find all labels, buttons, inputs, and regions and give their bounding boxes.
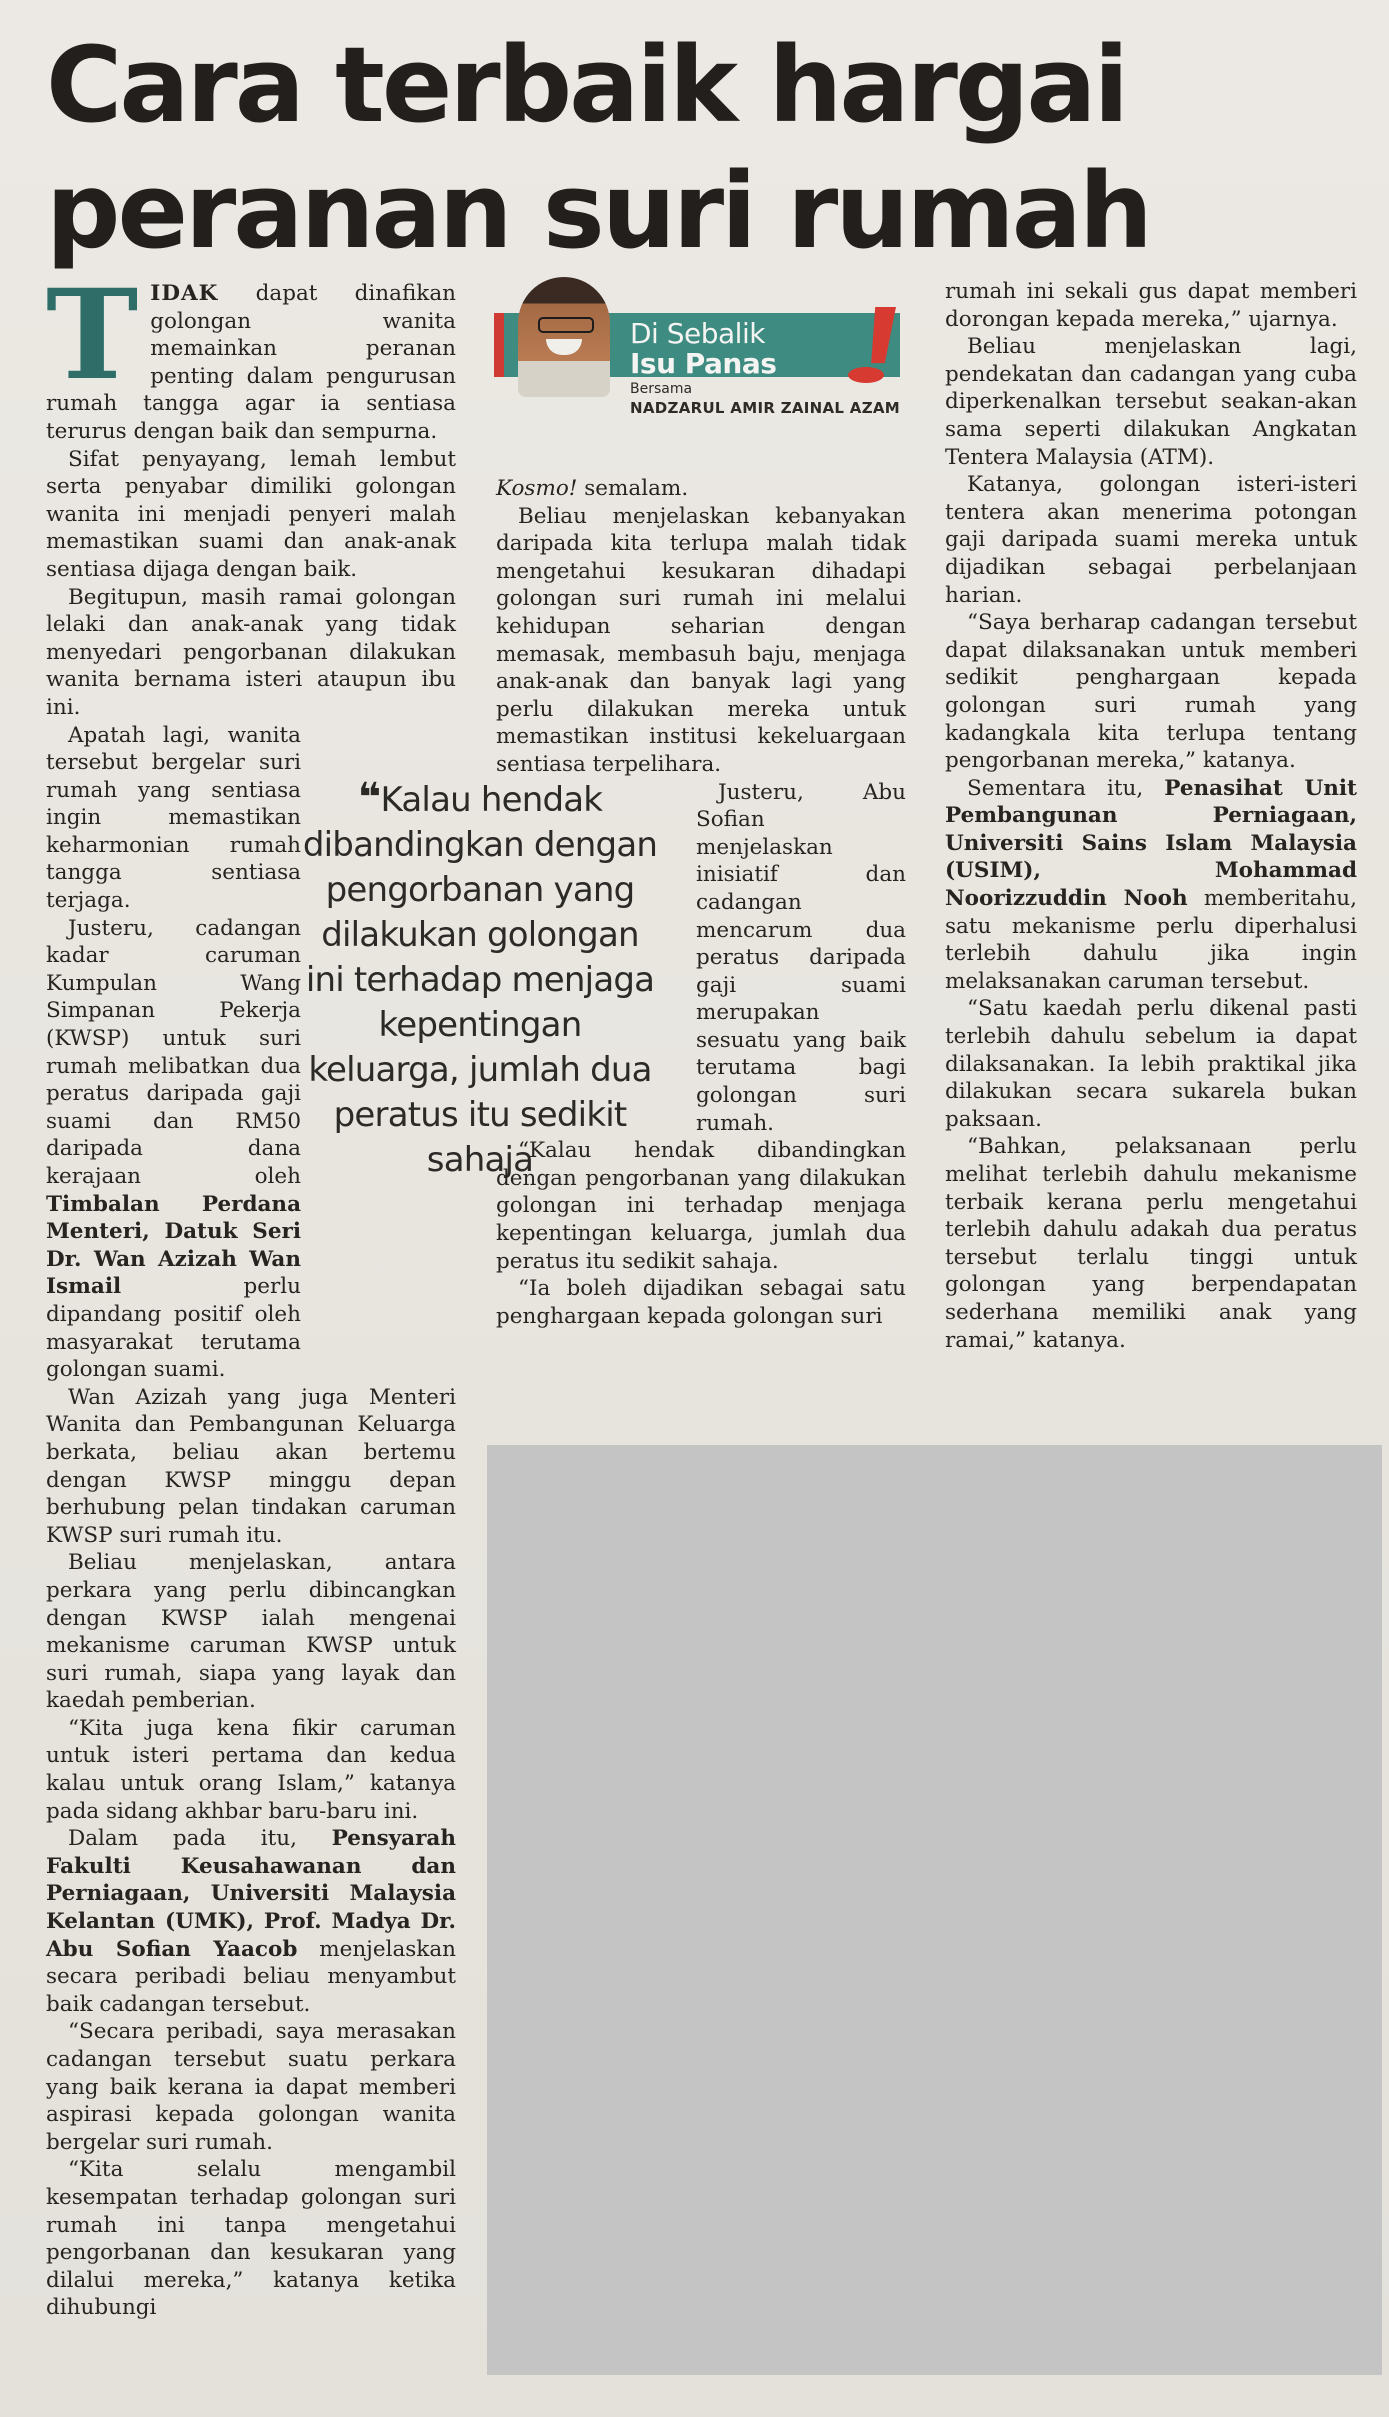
narrow-text-block <box>46 722 301 1384</box>
narrow-text-block <box>696 779 906 1138</box>
quote-mark-icon: ❝ <box>357 775 381 821</box>
paragraph: “Kalau hendak dibandingkan dengan pengorbanan yang dilakukan golongan ini terhadap menjaga kepentingan keluarga, jumlah dua peratus itu sedikit sahaja. <box>496 1138 906 1274</box>
paragraph <box>46 915 301 1384</box>
paragraph: rumah ini sekali gus dapat memberi dorongan kepada mereka,” ujarnya. <box>945 279 1357 332</box>
paragraph-lead <box>46 263 456 446</box>
paragraph: “Saya berharap cadangan tersebut dapat dilaksanakan untuk memberi sedikit penghargaan kepada golongan suri rumah yang kadangkala kita terlupa tentang pengorbanan mereka,” katanya. <box>945 610 1357 774</box>
paragraph: Beliau menjelaskan, antara perkara yang perlu dibincangkan dengan KWSP ialah mengenai mekanisme caruman KWSP untuk suri rumah, siapa yang layak dan kaedah pemberian. <box>46 1550 456 1714</box>
paragraph: Begitupun, masih ramai golongan lelaki dan anak-anak yang tidak menyedari pengorbanan dilakukan wanita bernama isteri ataupun ibu ini. <box>46 584 456 720</box>
pull-quote-text: Kalau hendak dibandingkan dengan pengorbanan yang dilakukan golongan ini terhadap menjaga kepentingan keluarga, jumlah dua peratus itu sedikit sahaja <box>302 780 658 1180</box>
paragraph <box>46 1825 456 2018</box>
paragraph: “Kita selalu mengambil kesempatan terhadap golongan suri rumah ini tanpa mengetahui pengorbanan dan kesukaran yang dilalui mereka,” katanya ketika dihubungi <box>46 2157 456 2321</box>
paragraph: Apatah lagi, wanita tersebut bergelar suri rumah yang sentiasa ingin memastikan keharmonian rumah tangga sentiasa terjaga. <box>46 722 301 914</box>
lead-word: IDAK <box>150 281 219 306</box>
bold-name: Pensyarah Fakulti Keusahawanan dan Perniagaan, Universiti Malaysia Kelantan (UMK), Prof. Madya Dr. Abu Sofian Yaacob <box>46 1826 456 1962</box>
paragraph: Katanya, golongan isteri-isteri tentera akan menerima potongan gaji daripada suami mereka untuk dijadikan sebagai perbelanjaan harian. <box>945 472 1357 608</box>
text-run: menjelaskan secara peribadi beliau menyambut baik cadangan tersebut. <box>46 1936 456 2017</box>
text-run: Sementara itu, <box>967 775 1165 801</box>
bold-name: Timbalan Perdana Menteri, Datuk Seri Dr. Wan Azizah Wan Ismail <box>46 1191 301 1300</box>
paragraph: Sifat penyayang, lemah lembut serta penyabar dimiliki golongan wanita ini menjadi penyeri malah memastikan suami dan anak-anak sentiasa dijaga dengan baik. <box>46 446 456 582</box>
article-column-3 <box>945 278 1357 1354</box>
exclamation-dot <box>848 367 884 383</box>
paragraph: Justeru, Abu Sofian menjelaskan inisiatif dan cadangan mencarum dua peratus daripada gaji suami merupakan sesuatu yang baik terutama bagi golongan suri rumah. <box>696 779 906 1136</box>
headline: Cara terbaik hargai peranan suri rumah <box>46 24 1150 272</box>
paragraph: “Satu kaedah perlu dikenal pasti terlebih dahulu sebelum ia dapat dilaksanakan. Ia lebih praktikal jika dilakukan secara sukarela bukan paksaan. <box>945 996 1357 1132</box>
article-column-1 <box>46 263 456 2322</box>
paragraph <box>496 475 906 503</box>
paragraph: Beliau menjelaskan kebanyakan daripada kita terlupa malah tidak mengetahui kesukaran dihadapi golongan suri rumah ini melalui kehidupan seharian dengan memasak, membasuh baju, menjaga anak-anak dan banyak lagi yang perlu dilakukan mereka untuk memastikan institusi kekeluargaan sentiasa terpelihara. <box>496 503 906 777</box>
text-run: perlu dipandang positif oleh masyarakat terutama golongan suami. <box>46 1274 301 1383</box>
text-run: Justeru, cadangan kadar caruman Kumpulan Wang Simpanan Pekerja (KWSP) untuk suri rumah melibatkan dua peratus daripada gaji suami dan RM50 daripada dana kerajaan oleh <box>46 915 301 1189</box>
smile-shape <box>546 339 582 355</box>
paragraph: “Bahkan, pelaksanaan perlu melihat terlebih dahulu mekanisme terbaik kerana perlu mengetahui terlebih dahulu adakah dua peratus tersebut terlalu tinggi untuk golongan yang berpendapatan sederhana memiliki anak yang ramai,” katanya. <box>945 1134 1357 1353</box>
paragraph: “Kita juga kena fikir caruman untuk isteri pertama dan kedua kalau untuk orang Islam,” katanya pada sidang akhbar baru-baru ini. <box>46 1715 456 1824</box>
drop-cap: T <box>46 263 139 408</box>
paragraph: Beliau menjelaskan lagi, pendekatan dan cadangan yang cuba diperkenalkan tersebut seakan-akan sama seperti dilakukan Angkatan Tentera Malaysia (ATM). <box>945 334 1357 470</box>
article-column-2 <box>496 475 906 1330</box>
redacted-area <box>487 1445 1382 2375</box>
paragraph: “Ia boleh dijadikan sebagai satu penghargaan kepada golongan suri <box>496 1276 906 1329</box>
text-run: memberitahu, satu mekanisme perlu diperhalusi terlebih dahulu jika ingin melaksanakan caruman tersebut. <box>945 886 1357 994</box>
lead-text: dapat dinafikan golongan wanita memainkan peranan penting dalam pengurusan rumah tangga agar ia sentiasa terurus dengan baik dan sempurna. <box>46 281 456 444</box>
byline-author: NADZARUL AMIR ZAINAL AZAM <box>630 399 901 417</box>
badge-kicker-line-2: Isu Panas <box>630 347 777 380</box>
column-badge <box>494 277 908 449</box>
byline-prefix: Bersama <box>630 381 693 397</box>
glasses-shape <box>538 317 594 333</box>
paragraph <box>945 775 1357 996</box>
text-run: Dalam pada itu, <box>68 1826 332 1852</box>
paragraph: Wan Azizah yang juga Menteri Wanita dan Pembangunan Keluarga berkata, beliau akan bertemu dengan KWSP minggu depan berhubung pelan tindakan caruman KWSP suri rumah itu. <box>46 1384 456 1548</box>
paragraph: “Secara peribadi, saya merasakan cadangan tersebut suatu perkara yang baik kerana ia dapat memberi aspirasi kepada golongan wanita bergelar suri rumah. <box>46 2019 456 2155</box>
bold-name: Penasihat Unit Pembangunan Perniagaan, Universiti Sains Islam Malaysia (USIM), Mohammad Noorizzuddin Nooh <box>945 775 1357 912</box>
badge-red-bar <box>494 313 504 377</box>
publication-name: Kosmo! <box>496 476 578 501</box>
columnist-photo <box>518 277 610 397</box>
badge-kicker-line-1: Di Sebalik <box>630 317 765 350</box>
text-run: semalam. <box>577 476 689 501</box>
